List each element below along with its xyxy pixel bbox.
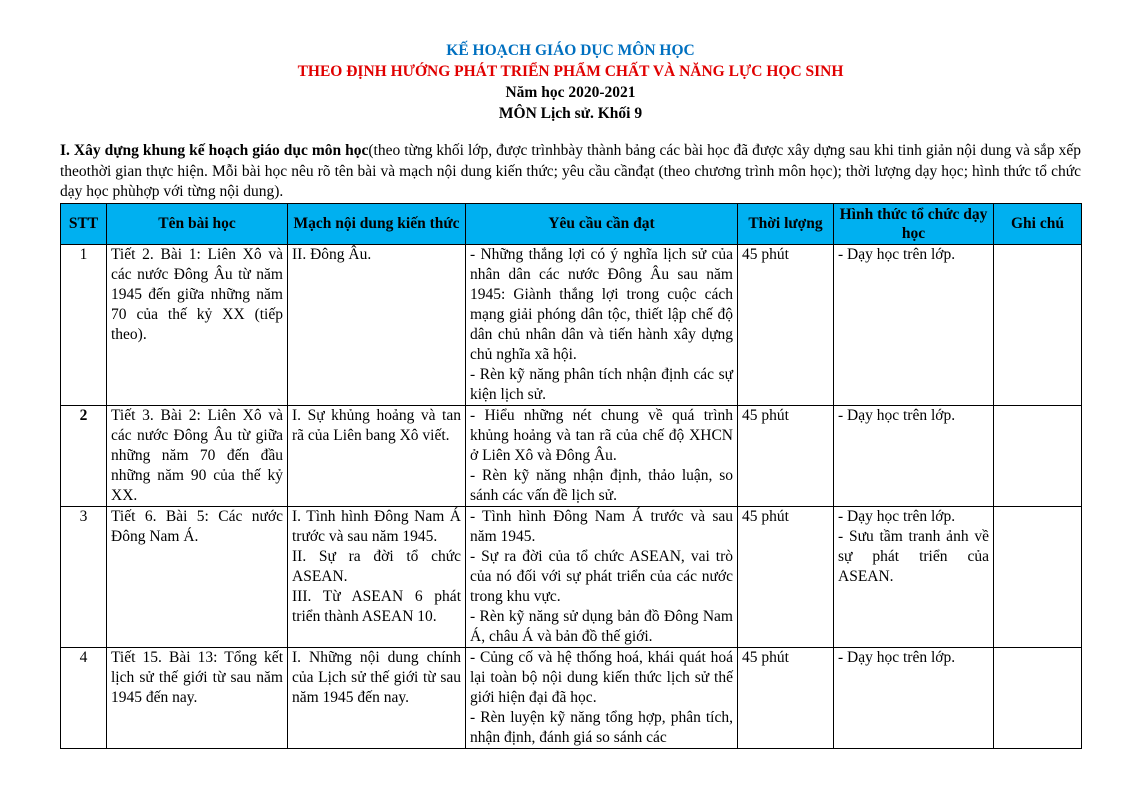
requirements-cell	[466, 647, 738, 748]
requirements-cell	[466, 506, 738, 647]
duration-cell: 45 phút	[738, 506, 834, 647]
lesson-cell: Tiết 3. Bài 2: Liên Xô và các nước Đông Âu từ giữa những năm 70 đến đầu những năm 90 của thế kỷ XX.	[107, 405, 288, 506]
stt-cell: 4	[61, 647, 107, 748]
header-subtitle: THEO ĐỊNH HƯỚNG PHÁT TRIỂN PHẨM CHẤT VÀ NĂNG LỰC HỌC SINH	[297, 63, 844, 80]
table-row	[61, 405, 1082, 506]
content-item: I. Tình hình Đông Nam Á trước và sau năm 1945.	[292, 507, 461, 545]
document-page	[60, 40, 1081, 749]
header-subject: MÔN Lịch sử. Khối 9	[498, 105, 643, 122]
table-row	[61, 647, 1082, 748]
lesson-cell: Tiết 2. Bài 1: Liên Xô và các nước Đông Âu từ năm 1945 đến giữa những năm 70 của thế kỷ XX (tiếp theo).	[107, 244, 288, 405]
header-form: Hình thức tổ chức dạy học	[834, 203, 994, 244]
section-intro	[60, 141, 1081, 203]
form-cell	[834, 244, 994, 405]
requirement-item: - Rèn luyện kỹ năng tổng hợp, phân tích, nhận định, đánh giá so sánh các	[470, 708, 733, 746]
content-cell: I. Sự khủng hoảng và tan rã của Liên bang Xô viết.	[288, 405, 466, 506]
form-item: - Dạy học trên lớp.	[838, 406, 956, 424]
requirement-item: - Tình hình Đông Nam Á trước và sau năm 1945.	[470, 507, 733, 545]
note-cell	[994, 506, 1082, 647]
form-cell	[834, 506, 994, 647]
content-item: II. Sự ra đời tổ chức ASEAN.	[292, 547, 461, 585]
table-row	[61, 244, 1082, 405]
header-stt: STT	[61, 203, 107, 244]
note-cell	[994, 405, 1082, 506]
header-note: Ghi chú	[994, 203, 1082, 244]
content-cell: I. Những nội dung chính của Lịch sử thế giới từ sau năm 1945 đến nay.	[288, 647, 466, 748]
form-cell	[834, 405, 994, 506]
requirement-item: - Rèn kỹ năng sử dụng bản đồ Đông Nam Á, châu Á và bản đồ thế giới.	[470, 607, 733, 645]
document-header	[60, 40, 1081, 124]
duration-cell: 45 phút	[738, 405, 834, 506]
requirements-cell	[466, 244, 738, 405]
duration-cell: 45 phút	[738, 647, 834, 748]
requirements-cell	[466, 405, 738, 506]
form-item: - Sưu tầm tranh ảnh về sự phát triển của ASEAN.	[838, 527, 989, 585]
requirement-item: - Những thắng lợi có ý nghĩa lịch sử của nhân dân các nước Đông Âu sau năm 1945: Giành thắng lợi trong cuộc cách mạng giải phóng dân tộc, thiết lập chế độ dân chủ nhân dân và tiến hành xây dựng chủ nghĩa xã hội.	[470, 245, 733, 363]
requirement-item: - Rèn kỹ năng nhận định, thảo luận, so sánh các vấn đề lịch sử.	[470, 466, 733, 504]
header-title: KẾ HOẠCH GIÁO DỤC MÔN HỌC	[446, 42, 695, 59]
note-cell	[994, 244, 1082, 405]
table-header-row	[61, 203, 1082, 244]
lesson-cell: Tiết 6. Bài 5: Các nước Đông Nam Á.	[107, 506, 288, 647]
requirement-item: - Hiểu những nét chung về quá trình khủng hoảng và tan rã của chế độ XHCN ở Liên Xô và Đông Âu.	[470, 406, 733, 464]
requirement-item: - Rèn kỹ năng phân tích nhận định các sự kiện lịch sử.	[470, 365, 733, 403]
stt-cell: 3	[61, 506, 107, 647]
form-item: - Dạy học trên lớp.	[838, 245, 956, 263]
duration-cell: 45 phút	[738, 244, 834, 405]
lesson-cell: Tiết 15. Bài 13: Tổng kết lịch sử thế giới từ sau năm 1945 đến nay.	[107, 647, 288, 748]
section-heading: I. Xây dựng khung kế hoạch giáo dục môn học	[60, 142, 369, 159]
content-cell	[288, 506, 466, 647]
header-lesson: Tên bài học	[107, 203, 288, 244]
stt-cell: 2	[61, 405, 107, 506]
header-school-year: Năm học 2020-2021	[505, 84, 636, 101]
note-cell	[994, 647, 1082, 748]
requirement-item: - Củng cố và hệ thống hoá, khái quát hoá lại toàn bộ nội dung kiến thức lịch sử thế giới hiện đại đã học.	[470, 648, 733, 706]
header-content: Mạch nội dung kiến thức	[288, 203, 466, 244]
lesson-plan-table	[60, 203, 1082, 749]
requirement-item: - Sự ra đời của tổ chức ASEAN, vai trò của nó đối với sự phát triển của các nước trong khu vực.	[470, 547, 733, 605]
form-item: - Dạy học trên lớp.	[838, 648, 956, 666]
stt-cell: 1	[61, 244, 107, 405]
section-description: (theo từng khối lớp, được trìnhbày thành bảng các bài học đã được xây dựng sau khi tinh giản nội dung và sắp xếp theothời gian thực hiện. Mỗi bài học nêu rõ tên bài và mạch nội dung kiến thức; yêu cầu cầnđạt (theo chương trình môn học); thời lượng dạy học; hình thức tổ chức dạy học phùhợp với từng nội dung).	[60, 142, 1081, 200]
form-item: - Dạy học trên lớp.	[838, 507, 956, 525]
content-item: III. Từ ASEAN 6 phát triển thành ASEAN 10.	[292, 587, 461, 625]
form-cell	[834, 647, 994, 748]
header-duration: Thời lượng	[738, 203, 834, 244]
table-row	[61, 506, 1082, 647]
content-cell: II. Đông Âu.	[288, 244, 466, 405]
header-requirements: Yêu cầu cần đạt	[466, 203, 738, 244]
